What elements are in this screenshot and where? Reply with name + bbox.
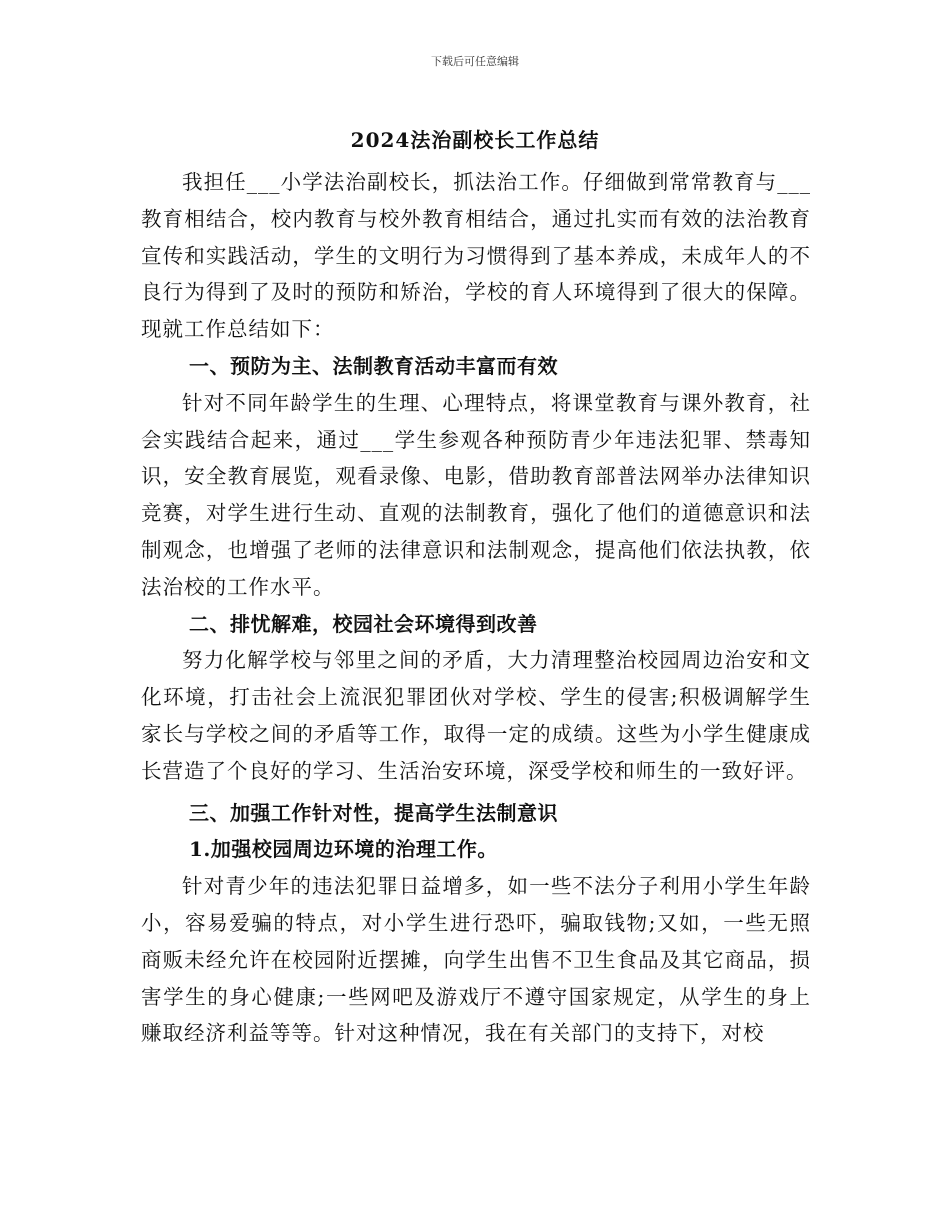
header-note: 下载后可任意编辑 (431, 55, 519, 68)
document-title: 2024法治副校长工作总结 (350, 128, 600, 152)
sub-heading-1: 1.加强校园周边环境的治理工作。 (189, 837, 498, 862)
section-heading-2: 二、排忧解难，校园社会环境得到改善 (189, 611, 538, 636)
intro-paragraph: 我担任___小学法治副校长，抓法治工作。仔细做到常常教育与___教育相结合，校内教育与校外教育相结合，通过扎实而有效的法治教育宣传和实践活动，学生的文明行为习惯得到了基本养成，未成年人的不良行为得到了及时的预防和矫治，学校的育人环境得到了很大的保障。现就工作总结如下： (141, 170, 811, 342)
section-2-paragraph: 努力化解学校与邻里之间的矛盾，大力清理整治校园周边治安和文化环境，打击社会上流泯犯罪团伙对学校、学生的侵害;积极调解学生家长与学校之间的矛盾等工作，取得一定的成绩。这些为小学生健康成长营造了个良好的学习、生活治安环境，深受学校和师生的一致好评。 (141, 648, 811, 783)
section-1-paragraph: 针对不同年龄学生的生理、心理特点，将课堂教育与课外教育，社会实践结合起来，通过___学生参观各种预防青少年违法犯罪、禁毒知识，安全教育展览，观看录像、电影，借助教育部普法网举办法律知识竞赛，对学生进行生动、直观的法制教育，强化了他们的道德意识和法制观念，也增强了老师的法律意识和法制观念，提高他们依法执教，依法治校的工作水平。 (141, 390, 811, 599)
section-heading-1: 一、预防为主、法制教育活动丰富而有效 (189, 353, 558, 378)
section-3-paragraph: 针对青少年的违法犯罪日益增多，如一些不法分子利用小学生年龄小，容易爱骗的特点，对小学生进行恐吓，骗取钱物;又如，一些无照商贩未经允许在校园附近摆摊，向学生出售不卫生食品及其它商品，损害学生的身心健康;一些网吧及游戏厅不遵守国家规定，从学生的身上赚取经济利益等等。针对这种情况，我在有关部门的支持下，对校 (141, 874, 811, 1046)
document-body (141, 164, 811, 1052)
section-heading-3: 三、加强工作针对性，提高学生法制意识 (189, 800, 558, 825)
